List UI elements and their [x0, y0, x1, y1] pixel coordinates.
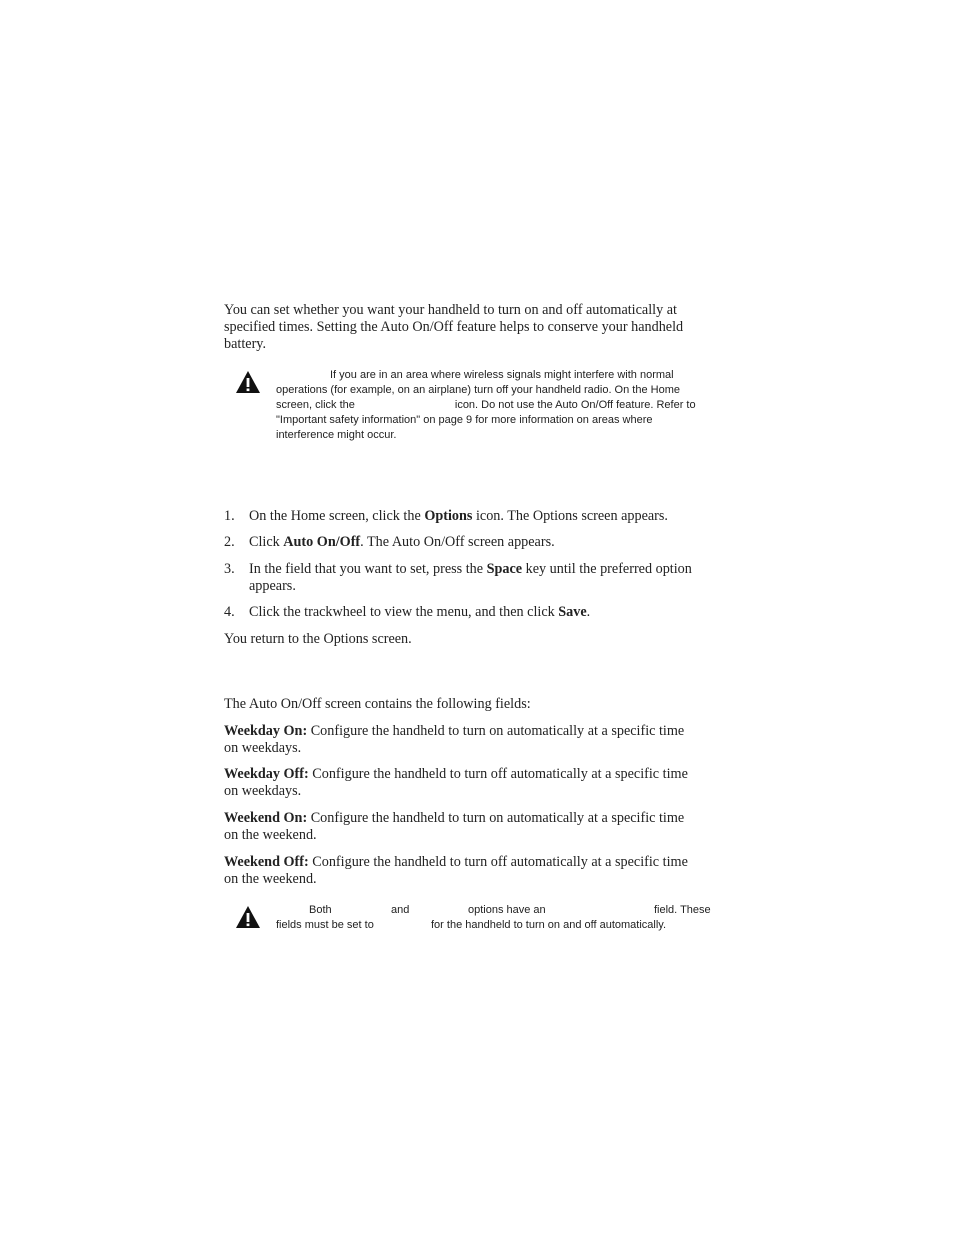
return-text: You return to the Options screen. — [224, 631, 412, 647]
step-4: 4. Click the trackwheel to view the menu, and then click Save. — [224, 604, 591, 620]
warning1-line-1: If you are in an area where wireless signals might interfere with normal — [330, 369, 674, 381]
intro-line-3: battery. — [224, 336, 267, 352]
warning1-line-3: screen, click the icon. Do not use the Auto On/Off feature. Refer to — [276, 399, 696, 411]
warning1-line-2: operations (for example, on an airplane) turn off your handheld radio. On the Home — [276, 384, 680, 396]
field-weekend-off: Weekend Off: Configure the handheld to turn off automatically at a specific time on the weekend. — [224, 854, 688, 887]
warning-icon — [235, 905, 261, 929]
step-2: 2. Click Auto On/Off. The Auto On/Off screen appears. — [224, 534, 555, 550]
intro-line-1: You can set whether you want your handheld to turn on and off automatically at — [224, 302, 677, 318]
warning1-line-4: "Important safety information" on page 9 for more information on areas where — [276, 414, 653, 426]
warning-icon — [235, 370, 261, 394]
warning1-line-5: interference might occur. — [276, 429, 397, 441]
field-weekend-on: Weekend On: Configure the handheld to turn on automatically at a specific time on the weekend. — [224, 810, 685, 843]
safety-warning-note — [276, 368, 696, 443]
auto-onoff-warning-note: Both and options have an field. These fields must be set to for the handheld to turn on and off automatically. — [276, 904, 711, 931]
step-1: 1. On the Home screen, click the Options icon. The Options screen appears. — [224, 508, 668, 524]
field-weekday-on: Weekday On: Configure the handheld to turn on automatically at a specific time on weekdays. — [224, 723, 685, 756]
step-3: 3. In the field that you want to set, press the Space key until the preferred option appears. — [224, 561, 692, 594]
intro-line-2: specified times. Setting the Auto On/Off feature helps to conserve your handheld — [224, 319, 684, 335]
field-weekday-off: Weekday Off: Configure the handheld to turn off automatically at a specific time on weekdays. — [224, 766, 688, 799]
fields-intro: The Auto On/Off screen contains the following fields: — [224, 696, 531, 712]
intro-paragraph — [224, 302, 744, 353]
